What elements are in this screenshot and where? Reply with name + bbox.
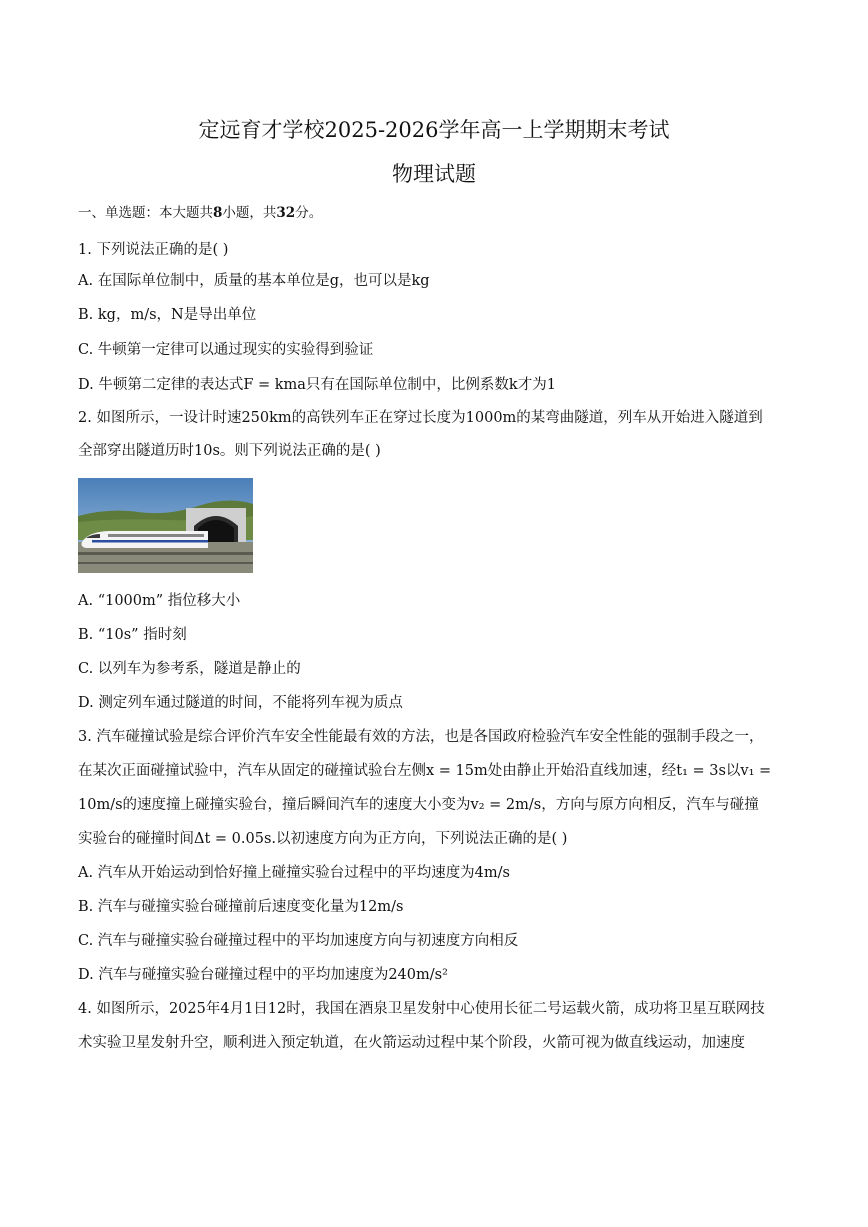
high-speed-train-tunnel-photo (78, 478, 253, 573)
question-4-stem-line-1: 4. 如图所示，2025年4月1日12时，我国在酒泉卫星发射中心使用长征二号运载火箭，成功将卫星互联网技 (78, 1001, 765, 1017)
question-3-stem-line-2: 在某次正面碰撞试验中，汽车从固定的碰撞试验台左侧x = 15m处由静止开始沿直线加速，经t₁ = 3s以v₁ = (78, 763, 772, 779)
question-2-stem-line-1: 2. 如图所示，一设计时速250km的高铁列车正在穿过长度为1000m的某弯曲隧道，列车从开始进入隧道到 (78, 410, 763, 426)
exam-subtitle: 物理试题 (392, 162, 476, 186)
question-2-option-c: C. 以列车为参考系，隧道是静止的 (78, 661, 301, 677)
question-1-option-a: A. 在国际单位制中，质量的基本单位是g，也可以是kg (78, 273, 430, 289)
question-1-option-c: C. 牛顿第一定律可以通过现实的实验得到验证 (78, 342, 374, 358)
question-3-option-c: C. 汽车与碰撞实验台碰撞过程中的平均加速度方向与初速度方向相反 (78, 933, 519, 949)
question-3-stem-line-3: 10m/s的速度撞上碰撞实验台，撞后瞬间汽车的速度大小变为v₂ = 2m/s，方向与原方向相反，汽车与碰撞 (78, 797, 759, 813)
question-2-stem-line-2: 全部穿出隧道历时10s。则下列说法正确的是( ) (78, 443, 381, 459)
question-3-option-d: D. 汽车与碰撞实验台碰撞过程中的平均加速度为240m/s² (78, 967, 448, 983)
question-1-option-d: D. 牛顿第二定律的表达式F = kma只有在国际单位制中，比例系数k才为1 (78, 377, 556, 393)
question-3-option-b: B. 汽车与碰撞实验台碰撞前后速度变化量为12m/s (78, 899, 404, 915)
question-4-stem-line-2: 术实验卫星发射升空，顺利进入预定轨道，在火箭运动过程中某个阶段，火箭可视为做直线运动，加速度 (78, 1035, 745, 1051)
question-1-stem: 1. 下列说法正确的是( ) (78, 242, 229, 258)
train-tunnel-figure (78, 478, 253, 573)
question-2-option-d: D. 测定列车通过隧道的时间，不能将列车视为质点 (78, 695, 403, 711)
question-2-option-a: A. “1000m” 指位移大小 (78, 593, 241, 609)
question-1-option-b: B. kg，m/s，N是导出单位 (78, 307, 257, 323)
exam-title: 定远育才学校2025-2026学年高一上学期期末考试 (198, 118, 670, 142)
question-2-option-b: B. “10s” 指时刻 (78, 627, 187, 643)
question-3-stem-line-1: 3. 汽车碰撞试验是综合评价汽车安全性能最有效的方法，也是各国政府检验汽车安全性能的强制手段之一， (78, 729, 764, 745)
question-3-option-a: A. 汽车从开始运动到恰好撞上碰撞实验台过程中的平均速度为4m/s (78, 865, 510, 881)
section-heading: 一、单选题：本大题共8小题，共32分。 (78, 205, 323, 221)
question-3-stem-line-4: 实验台的碰撞时间Δt = 0.05s.以初速度方向为正方向，下列说法正确的是( ) (78, 831, 568, 847)
